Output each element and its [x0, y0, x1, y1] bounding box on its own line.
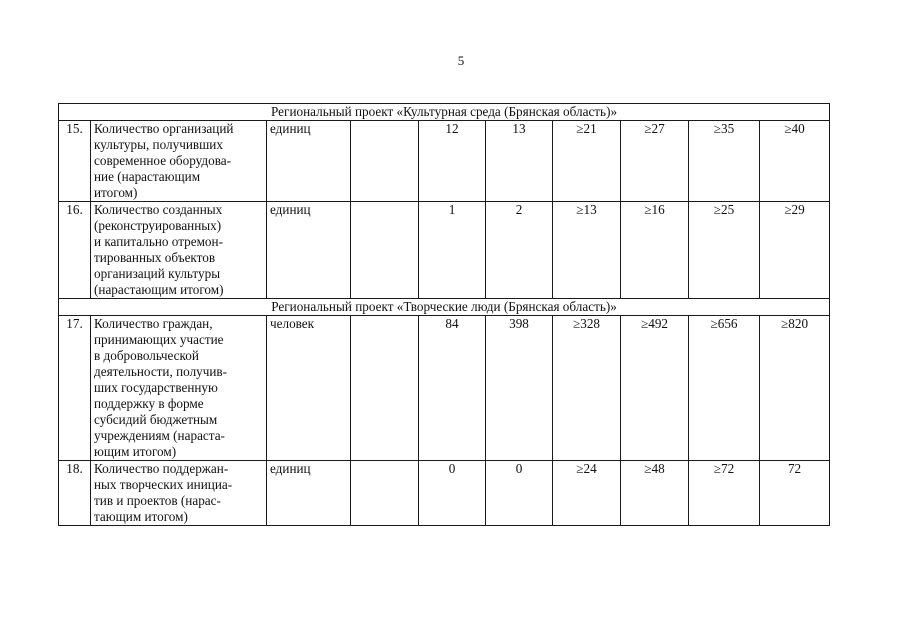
table-row	[59, 461, 830, 526]
value-cell: ≥328	[553, 316, 621, 461]
indicator-name-line: организаций культуры	[94, 266, 221, 281]
indicators-table	[58, 103, 830, 526]
row-number: 17.	[59, 316, 91, 461]
value-cell: ≥40	[760, 121, 830, 202]
indicator-name-line: ных творческих инициа-	[94, 477, 233, 492]
indicator-name-line: Количество организаций	[94, 121, 234, 136]
value-cell: 398	[486, 316, 553, 461]
empty-cell	[351, 316, 419, 461]
empty-cell	[351, 121, 419, 202]
indicator-name-line: и капитально отремон-	[94, 234, 223, 249]
empty-cell	[351, 202, 419, 299]
value-cell: 72	[760, 461, 830, 526]
value-cell: 0	[486, 461, 553, 526]
value-cell: 13	[486, 121, 553, 202]
value-cell: 1	[419, 202, 486, 299]
unit-cell: человек	[267, 316, 351, 461]
empty-cell	[351, 461, 419, 526]
value-cell: 2	[486, 202, 553, 299]
table-row	[59, 121, 830, 202]
value-cell: ≥27	[621, 121, 689, 202]
value-cell: ≥13	[553, 202, 621, 299]
indicator-name-line: итогом)	[94, 185, 138, 200]
indicator-name-line: (нарастающим итогом)	[94, 282, 224, 297]
section-title: Региональный проект «Культурная среда (Брянская область)»	[59, 104, 830, 121]
page-number: 5	[457, 53, 465, 68]
unit-cell: единиц	[267, 461, 351, 526]
indicator-name-line: деятельности, получив-	[94, 364, 228, 379]
indicator-name-line: поддержку в форме	[94, 396, 204, 411]
value-cell: ≥35	[689, 121, 760, 202]
indicator-name-line: в добровольческой	[94, 348, 199, 363]
indicator-name-line: Количество созданных	[94, 202, 223, 217]
unit-cell: единиц	[267, 202, 351, 299]
indicator-name-line: ние (нарастающим	[94, 169, 201, 184]
row-number: 16.	[59, 202, 91, 299]
value-cell: ≥25	[689, 202, 760, 299]
value-cell: 84	[419, 316, 486, 461]
indicator-name-line: субсидий бюджетным	[94, 412, 218, 427]
indicator-name-line: учреждениям (нараста-	[94, 428, 225, 443]
unit-cell: единиц	[267, 121, 351, 202]
value-cell: ≥820	[760, 316, 830, 461]
indicator-name-line: культуры, получивших	[94, 137, 223, 152]
section-title: Региональный проект «Творческие люди (Брянская область)»	[59, 299, 830, 316]
section-header-row	[59, 104, 830, 121]
row-number: 18.	[59, 461, 91, 526]
value-cell: 0	[419, 461, 486, 526]
value-cell: ≥72	[689, 461, 760, 526]
indicator-name-line: тированных объектов	[94, 250, 216, 265]
indicator-name-line: принимающих участие	[94, 332, 224, 347]
indicator-name-line: Количество поддержан-	[94, 461, 229, 476]
indicator-name-line: тающим итогом)	[94, 509, 188, 524]
indicator-name-line: Количество граждан,	[94, 316, 213, 331]
indicator-name	[91, 121, 267, 202]
section-header-row	[59, 299, 830, 316]
value-cell: ≥492	[621, 316, 689, 461]
indicator-name-line: (реконструированных)	[94, 218, 222, 233]
indicator-name	[91, 316, 267, 461]
table-row	[59, 202, 830, 299]
indicator-name	[91, 461, 267, 526]
value-cell: ≥29	[760, 202, 830, 299]
value-cell: ≥24	[553, 461, 621, 526]
indicator-name-line: современное оборудова-	[94, 153, 232, 168]
value-cell: ≥21	[553, 121, 621, 202]
table-row	[59, 316, 830, 461]
value-cell: ≥48	[621, 461, 689, 526]
value-cell: ≥656	[689, 316, 760, 461]
indicator-name-line: ших государственную	[94, 380, 218, 395]
indicator-name-line: тив и проектов (нарас-	[94, 493, 221, 508]
table-body	[59, 104, 830, 526]
indicator-name-line: ющим итогом)	[94, 444, 177, 459]
value-cell: 12	[419, 121, 486, 202]
indicator-name	[91, 202, 267, 299]
row-number: 15.	[59, 121, 91, 202]
value-cell: ≥16	[621, 202, 689, 299]
